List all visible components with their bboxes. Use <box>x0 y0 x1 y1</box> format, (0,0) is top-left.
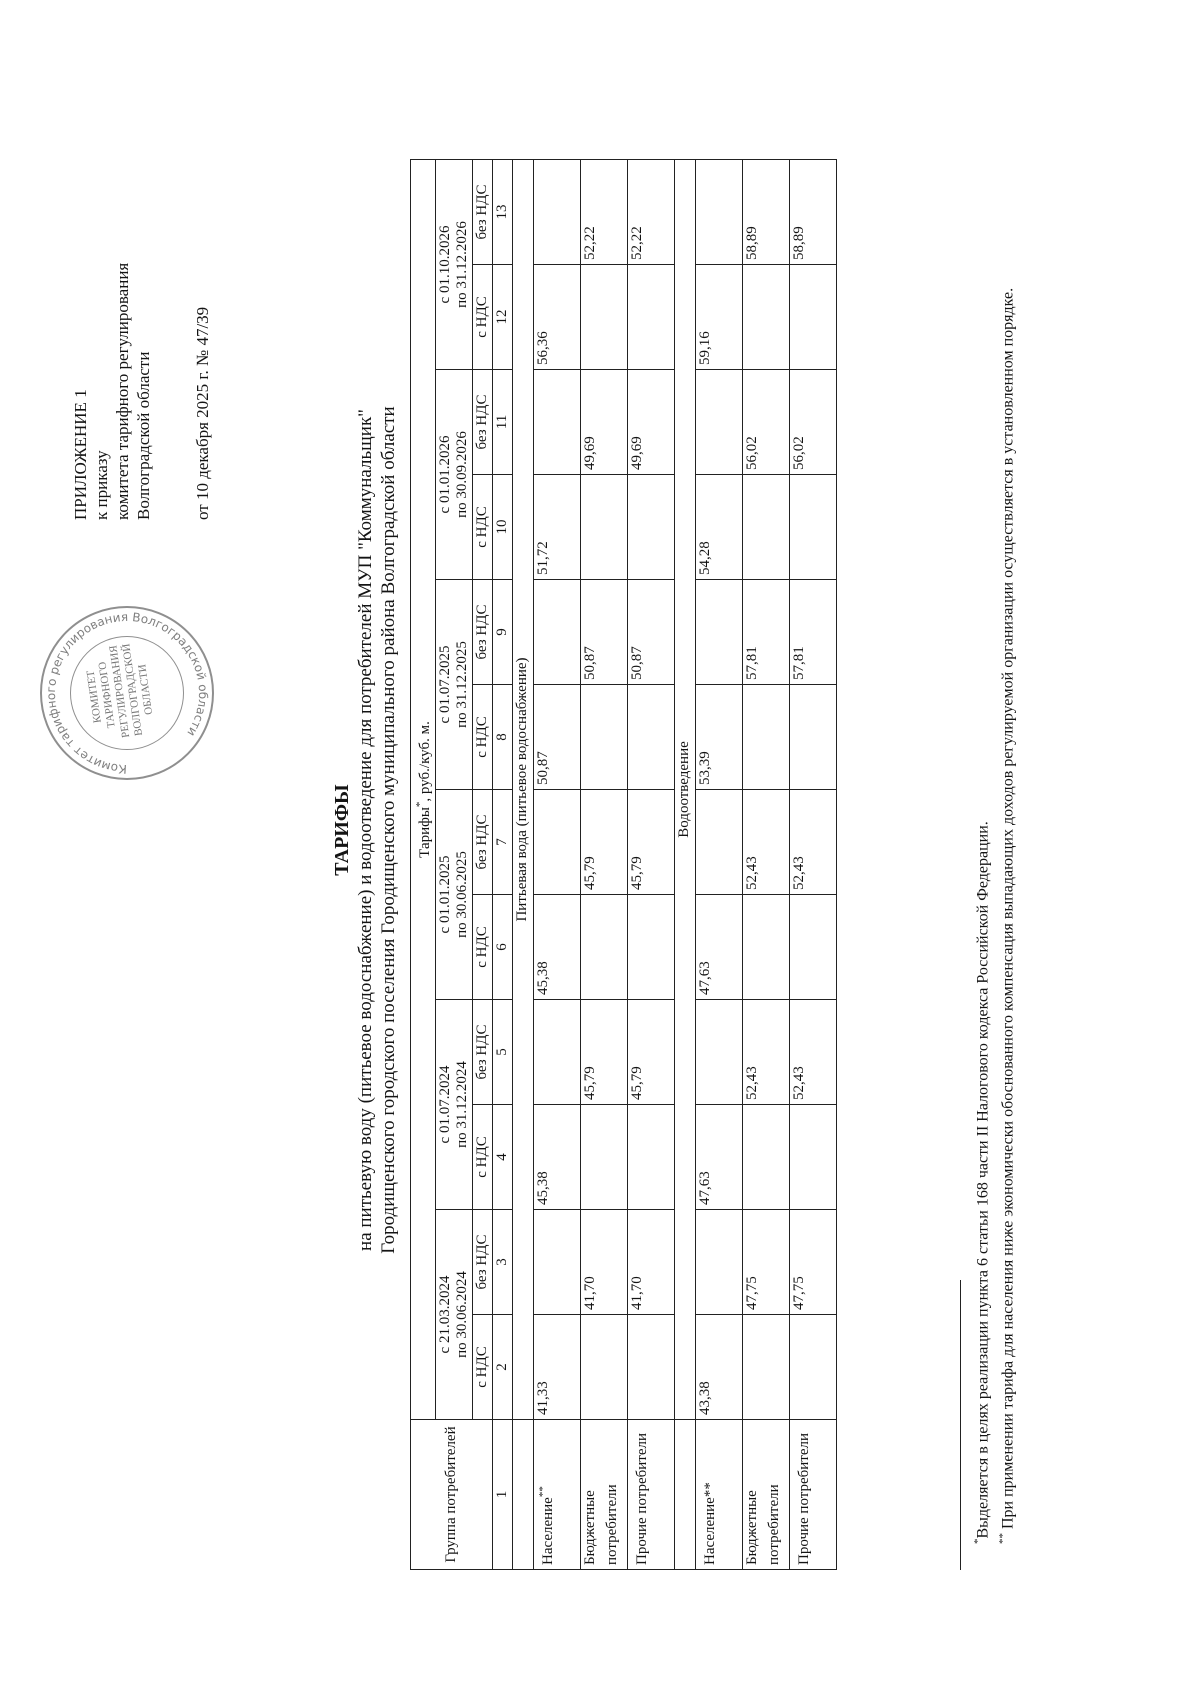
period-to: по 31.12.2024 <box>454 1061 470 1148</box>
footnote-divider <box>960 1280 961 1570</box>
tariff-value <box>743 895 790 1000</box>
tariff-value: 45,79 <box>581 1000 628 1105</box>
vat-without-header: без НДС <box>473 160 493 265</box>
tariff-value <box>696 1000 743 1105</box>
tariff-value: 49,69 <box>628 370 675 475</box>
tariff-value: 57,81 <box>743 580 790 685</box>
period-to: по 31.12.2026 <box>454 221 470 308</box>
tariff-value: 56,36 <box>534 265 581 370</box>
tariff-value: 52,43 <box>743 1000 790 1105</box>
consumer-group: Прочие потребители <box>628 1420 675 1570</box>
column-number: 1 <box>493 1420 513 1570</box>
tariff-value <box>696 580 743 685</box>
group-header: Группа потребителей <box>411 1420 493 1570</box>
tariff-value: 47,63 <box>696 1105 743 1210</box>
vat-with-header: с НДС <box>473 1315 493 1420</box>
tariff-value: 47,75 <box>790 1210 837 1315</box>
appendix-line-1: к приказу <box>92 450 111 520</box>
period-to: по 31.12.2025 <box>454 641 470 728</box>
period-row <box>436 160 473 1570</box>
tariff-value <box>696 1210 743 1315</box>
period-from: с 01.07.2025 <box>437 645 453 724</box>
appendix-line-3: Волгоградской области <box>134 351 153 520</box>
tariff-value <box>534 1210 581 1315</box>
period-header <box>436 580 473 790</box>
tariff-value: 52,43 <box>790 790 837 895</box>
tariff-value <box>581 895 628 1000</box>
period-header <box>436 1210 473 1420</box>
vat-with-header: с НДС <box>473 895 493 1000</box>
column-number: 9 <box>493 580 513 685</box>
period-header <box>436 790 473 1000</box>
tariff-value <box>534 370 581 475</box>
period-to: по 30.09.2026 <box>454 431 470 518</box>
column-number: 4 <box>493 1105 513 1210</box>
period-from: с 01.10.2026 <box>437 225 453 304</box>
section-row <box>675 160 696 1570</box>
consumer-group: Бюджетные потребители <box>581 1420 628 1570</box>
tariff-value <box>790 1315 837 1420</box>
tariff-value: 45,79 <box>581 790 628 895</box>
period-from: с 01.01.2026 <box>437 435 453 514</box>
tariffs-header: Тарифы*, руб./куб. м. <box>411 160 436 1420</box>
tariff-value <box>628 1315 675 1420</box>
column-number-row <box>493 160 513 1570</box>
tariff-value: 50,87 <box>628 580 675 685</box>
period-to: по 30.06.2025 <box>454 851 470 938</box>
tariff-value <box>743 1105 790 1210</box>
tariff-value <box>534 790 581 895</box>
vat-without-header: без НДС <box>473 790 493 895</box>
vat-with-header: с НДС <box>473 265 493 370</box>
tariff-value: 50,87 <box>581 580 628 685</box>
appendix-line-2: комитета тарифного регулирования <box>113 262 132 520</box>
period-to: по 30.06.2024 <box>454 1271 470 1358</box>
seal-inner-text: КОМИТЕТ ТАРИФНОГО РЕГУЛИРОВАНИЯ ВОЛГОГРАДСКОЙ ОБЛАСТИ <box>84 642 156 739</box>
vat-without-header: без НДС <box>473 1210 493 1315</box>
tariff-value: 52,43 <box>790 1000 837 1105</box>
column-number: 5 <box>493 1000 513 1105</box>
appendix-block <box>70 263 213 520</box>
tariff-value: 45,38 <box>534 1105 581 1210</box>
table-row <box>743 160 790 1570</box>
table-row <box>534 160 581 1570</box>
tariff-value: 41,33 <box>534 1315 581 1420</box>
tariff-value <box>790 1105 837 1210</box>
vat-with-header: с НДС <box>473 1105 493 1210</box>
tariff-value: 50,87 <box>534 685 581 790</box>
tariff-value: 57,81 <box>790 580 837 685</box>
tariff-value: 41,70 <box>628 1210 675 1315</box>
period-header <box>436 370 473 580</box>
tariff-value <box>628 475 675 580</box>
period-from: с 01.01.2025 <box>437 855 453 934</box>
tariff-value <box>628 1105 675 1210</box>
footnotes <box>968 160 1019 1570</box>
section-title: Водоотведение <box>675 160 696 1420</box>
tariff-value: 56,02 <box>743 370 790 475</box>
tariff-value <box>790 685 837 790</box>
column-number: 2 <box>493 1315 513 1420</box>
tariff-value: 45,79 <box>628 790 675 895</box>
tariff-value <box>534 160 581 265</box>
footnote-1: *Выделяется в целях реализации пункта 6 статьи 168 части II Налогового кодекса Российской Федерации. <box>972 821 992 1544</box>
column-number: 11 <box>493 370 513 475</box>
title-line-2: на питьевую воду (питьевое водоснабжение) и водоотведение для потребителей МУП "Коммунальщик" <box>355 409 376 1251</box>
tariff-value: 58,89 <box>790 160 837 265</box>
vat-without-header: без НДС <box>473 1000 493 1105</box>
vat-row <box>473 160 493 1570</box>
period-from: с 21.03.2024 <box>437 1275 453 1354</box>
tariff-value <box>743 685 790 790</box>
table-row <box>628 160 675 1570</box>
tariff-value <box>743 1315 790 1420</box>
vat-with-header: с НДС <box>473 475 493 580</box>
period-header <box>436 1000 473 1210</box>
table-row <box>581 160 628 1570</box>
tariff-value <box>628 895 675 1000</box>
section-empty-cell <box>513 1420 534 1570</box>
official-seal <box>40 606 214 780</box>
vat-with-header: с НДС <box>473 685 493 790</box>
vat-without-header: без НДС <box>473 370 493 475</box>
tariff-value <box>696 790 743 895</box>
tariff-value: 47,75 <box>743 1210 790 1315</box>
tariff-value: 41,70 <box>581 1210 628 1315</box>
tariff-value <box>581 1315 628 1420</box>
tariff-value: 54,28 <box>696 475 743 580</box>
consumer-group: Прочие потребители <box>790 1420 837 1570</box>
tariff-value: 56,02 <box>790 370 837 475</box>
tariff-value: 47,63 <box>696 895 743 1000</box>
tariff-value: 58,89 <box>743 160 790 265</box>
period-from: с 01.07.2024 <box>437 1065 453 1144</box>
tariff-value: 43,38 <box>696 1315 743 1420</box>
column-number: 6 <box>493 895 513 1000</box>
table-row <box>790 160 837 1570</box>
tariff-value: 45,79 <box>628 1000 675 1105</box>
tariff-value <box>696 160 743 265</box>
tariff-value <box>790 475 837 580</box>
tariff-value: 45,38 <box>534 895 581 1000</box>
consumer-group: Население** <box>696 1420 743 1570</box>
table-row <box>696 160 743 1570</box>
tariff-value <box>628 265 675 370</box>
tariff-value <box>534 1000 581 1105</box>
tariff-value: 59,16 <box>696 265 743 370</box>
consumer-group: Население** <box>534 1420 581 1570</box>
column-number: 13 <box>493 160 513 265</box>
order-date: от 10 декабря 2025 г. № 47/39 <box>193 306 212 520</box>
tariff-value: 52,22 <box>628 160 675 265</box>
section-title: Питьевая вода (питьевое водоснабжение) <box>513 160 534 1420</box>
tariff-value <box>581 265 628 370</box>
column-number: 12 <box>493 265 513 370</box>
section-empty-cell <box>675 1420 696 1570</box>
footnote-2: ** При применении тарифа для населения ниже экономически обоснованного компенсация выпадающих доходов регулируемой организации осуществляется в установленном порядке. <box>997 287 1017 1544</box>
column-number: 10 <box>493 475 513 580</box>
consumer-group: Бюджетные потребители <box>743 1420 790 1570</box>
tariff-value <box>581 475 628 580</box>
section-row <box>513 160 534 1570</box>
tariff-value <box>790 895 837 1000</box>
period-header <box>436 160 473 370</box>
tariff-value <box>743 265 790 370</box>
tariff-value <box>743 475 790 580</box>
tariff-value <box>628 685 675 790</box>
tariff-value: 51,72 <box>534 475 581 580</box>
appendix-label: ПРИЛОЖЕНИЕ 1 <box>71 389 90 520</box>
tariff-table <box>410 159 837 1570</box>
svg-text:Комитет тарифного регулировани: Комитет тарифного регулирования Волгоградской области <box>43 609 211 777</box>
tariff-value: 53,39 <box>696 685 743 790</box>
vat-without-header: без НДС <box>473 580 493 685</box>
title-main: ТАРИФЫ <box>331 784 353 876</box>
column-number: 8 <box>493 685 513 790</box>
tariff-value: 49,69 <box>581 370 628 475</box>
tariff-value <box>534 580 581 685</box>
column-number: 7 <box>493 790 513 895</box>
column-number: 3 <box>493 1210 513 1315</box>
tariff-value <box>581 1105 628 1210</box>
tariff-value <box>696 370 743 475</box>
document-title <box>330 160 400 1500</box>
tariff-value: 52,43 <box>743 790 790 895</box>
title-line-3: Городищенского городского поселения Городищенского муниципального района Волгоградской области <box>378 406 399 1254</box>
tariff-value <box>581 685 628 790</box>
tariff-value: 52,22 <box>581 160 628 265</box>
tariff-value <box>790 265 837 370</box>
